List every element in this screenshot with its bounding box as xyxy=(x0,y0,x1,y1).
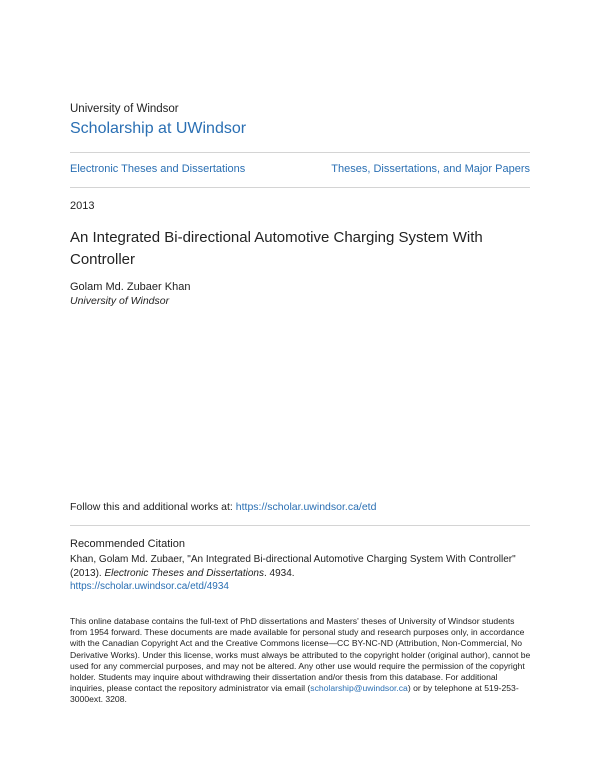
follow-link[interactable]: https://scholar.uwindsor.ca/etd xyxy=(235,501,377,513)
email-link[interactable]: scholarship@uwindsor.ca xyxy=(310,683,408,694)
follow-text: Follow this and additional works at: xyxy=(70,501,233,513)
copyright-notice xyxy=(70,616,532,706)
document-title: An Integrated Bi-directional Automotive Charging System With Controller xyxy=(70,229,483,268)
citation-heading: Recommended Citation xyxy=(70,538,185,550)
notice-text: This online database contains the full-text of PhD dissertations and Masters' theses of University of Windsor students from 1954 forward. These documents are made available for personal study and research purposes only, in accordance with the Canadian Copyright Act and the Creative Commons license—CC BY-NC-ND (Attribution, Non-Commercial, No Derivative Works). Under this license, works must always be attributed to the copyright holder (original author), cannot be used for any commercial purposes, and may not be altered. Any other use would require the permission of the copyright holder. Students may inquire about withdrawing their dissertation and/or thesis from this database. For additional inquiries, please contact the repository administrator via email ( xyxy=(70,616,531,694)
author-affiliation: University of Windsor xyxy=(70,295,170,307)
citation-line-1: Khan, Golam Md. Zubaer, "An Integrated Bi-directional Automotive Charging System With Controller" xyxy=(70,554,516,565)
repository-link[interactable]: Scholarship at UWindsor xyxy=(70,120,247,137)
publication-year: 2013 xyxy=(70,200,95,212)
follow-line xyxy=(70,501,376,513)
citation-url-link[interactable]: https://scholar.uwindsor.ca/etd/4934 xyxy=(70,581,229,592)
divider xyxy=(70,187,530,188)
author-name: Golam Md. Zubaer Khan xyxy=(70,281,191,293)
citation-year: (2013). xyxy=(70,567,105,579)
collection-link-etd[interactable]: Electronic Theses and Dissertations xyxy=(70,163,246,175)
institution-name: University of Windsor xyxy=(70,103,179,115)
citation-series: Electronic Theses and Dissertations xyxy=(104,567,264,579)
collection-link-theses[interactable]: Theses, Dissertations, and Major Papers xyxy=(331,163,530,175)
divider xyxy=(70,525,530,526)
citation-line-2 xyxy=(70,567,530,581)
citation-number: . 4934. xyxy=(264,567,295,579)
citation-body xyxy=(70,553,530,594)
divider xyxy=(70,152,530,153)
notice-text-end: ) or by telephone at 519-253-3000ext. 3208. xyxy=(70,683,519,705)
